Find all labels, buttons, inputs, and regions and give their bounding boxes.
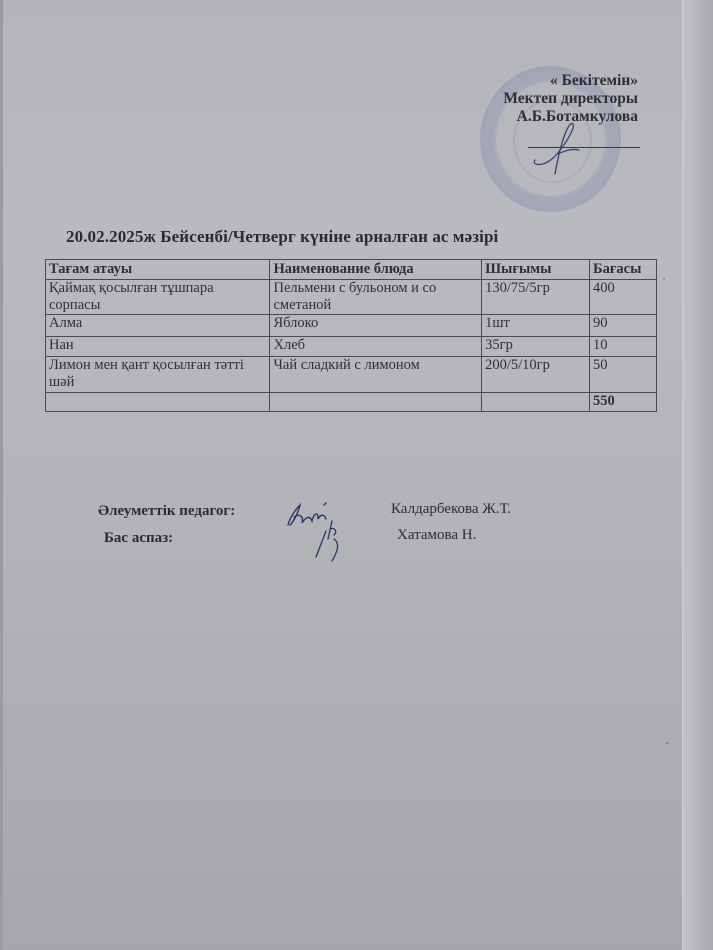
cell-dish-ru: Яблоко: [270, 315, 482, 337]
cell-dish-kz: Қаймақ қосылған тұшпара сорпасы: [46, 280, 270, 315]
cell-dish-ru: Хлеб: [270, 337, 482, 357]
cell-empty: [482, 393, 590, 412]
approval-heading: « Бекітемін»: [549, 72, 638, 89]
table-total-row: [46, 393, 657, 412]
signature-name-head-cook: [397, 527, 476, 544]
cell-yield: 35гр: [482, 337, 590, 357]
column-header-price: Бағасы: [590, 260, 657, 280]
cell-price: 50: [590, 357, 657, 393]
handwritten-signature-icon: [280, 495, 360, 570]
signature-row-head-cook: [104, 530, 173, 547]
cell-yield: 200/5/10гр: [482, 357, 590, 393]
signature-role: Бас аспаз:: [104, 530, 174, 546]
column-header-dish-ru: Наименование блюда: [270, 260, 482, 280]
cell-dish-ru: Чай сладкий с лимоном: [270, 357, 482, 393]
cell-price: 90: [590, 315, 657, 337]
cell-dish-kz: Лимон мен қант қосылған тәтті шәй: [46, 357, 270, 393]
page-title: 20.02.2025ж Бейсенбі/Четверг күніне арналған ас мәзірі: [66, 227, 499, 246]
cell-dish-kz: Нан: [46, 337, 270, 357]
cell-empty: [270, 393, 482, 412]
cell-yield: 130/75/5гр: [482, 280, 590, 315]
column-header-yield: Шығымы: [482, 260, 590, 280]
cell-price: 10: [590, 337, 657, 357]
paper-speck: [663, 278, 665, 280]
signature-name-social-pedagogue: [391, 501, 511, 518]
director-signature-icon: [527, 118, 597, 178]
cell-yield: 1шт: [482, 315, 590, 337]
table-row: [46, 280, 657, 315]
table-header-row: [46, 260, 657, 280]
signature-name: Калдарбекова Ж.Т.: [391, 501, 511, 517]
signature-row-social-pedagogue: [98, 503, 235, 520]
cell-empty: [46, 393, 270, 412]
paper-right-edge: [682, 0, 713, 950]
column-header-dish-kz: Тағам атауы: [46, 260, 270, 280]
menu-table: [45, 259, 657, 412]
cell-price: 400: [590, 280, 657, 315]
signature-role: Әлеуметтік педагог:: [98, 503, 236, 519]
signature-name: Хатамова Н.: [397, 527, 477, 543]
table-row: [46, 357, 657, 393]
table-row: [46, 337, 657, 357]
cell-dish-ru: Пельмени с бульоном и со сметаной: [270, 280, 482, 315]
paper-speck: [666, 742, 668, 744]
table-row: [46, 315, 657, 337]
total-price: 550: [590, 393, 657, 412]
approval-director-name: А.Б.Ботамкулова: [516, 108, 638, 125]
approval-position: Мектеп директоры: [503, 90, 638, 107]
cell-dish-kz: Алма: [46, 315, 270, 337]
